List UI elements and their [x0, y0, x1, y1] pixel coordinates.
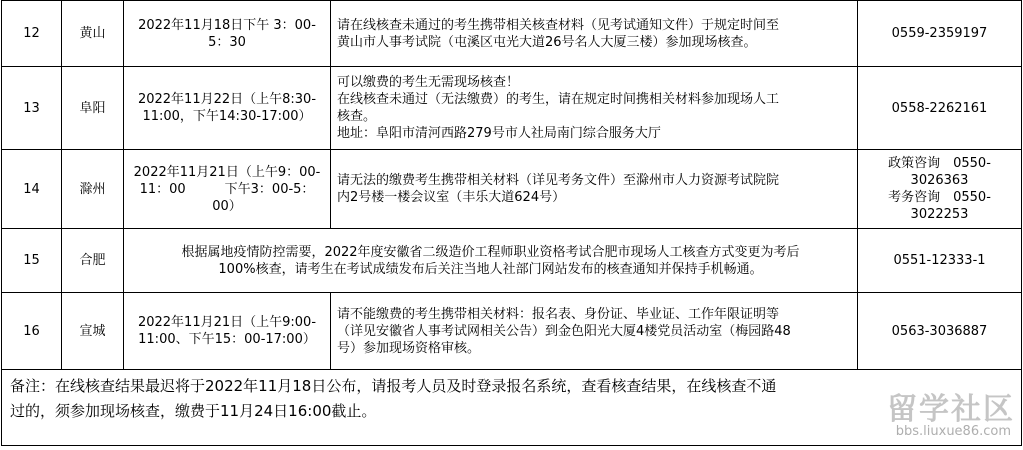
table-row — [2, 150, 1022, 229]
text-line: 0559-2359197 — [891, 26, 988, 41]
row-number: 12 — [2, 1, 62, 67]
text-line: 号）参加现场资格审核。 — [337, 340, 481, 356]
text-line: 黄山市人事考试院（屯溪区屯光大道26号名人大厦三楼）参加现场核查。 — [337, 34, 757, 50]
requirement-cell — [331, 1, 858, 67]
text-line: 11:00，下午14:30-17:00） — [142, 109, 312, 124]
text-line: 过的，须参加现场核查，缴费于11月24日16:00截止。 — [10, 402, 377, 420]
requirement-cell — [331, 150, 858, 229]
remark-cell — [2, 370, 1022, 446]
text-line: 0563-3036887 — [891, 323, 988, 339]
row-number: 13 — [2, 67, 62, 150]
city-name: 合肥 — [62, 229, 124, 293]
requirement-cell — [331, 67, 858, 150]
row-number: 15 — [2, 229, 62, 293]
watermark-text: 留学社区 — [887, 392, 1015, 427]
time-cell — [124, 1, 331, 67]
remark-row — [2, 370, 1022, 446]
row-number: 14 — [2, 150, 62, 229]
city-name: 黄山 — [62, 1, 124, 67]
text-line: 2022年11月21日（上午9：00- — [133, 164, 321, 180]
watermark-url: bbs.liuxue86.com — [895, 424, 1011, 439]
phone-cell — [858, 150, 1022, 229]
time-cell — [124, 67, 331, 150]
city-name: 宣城 — [62, 293, 124, 370]
text-line: 3022253 — [910, 207, 969, 222]
text-line: 政策咨询 0550- — [888, 156, 991, 171]
table-row — [2, 229, 1022, 293]
text-line: 可以缴费的考生无需现场核查！ — [337, 75, 520, 90]
text-line: 根据属地疫情防控需要，2022年度安徽省二级造价工程师职业资格考试合肥市现场人工核查方式变更为考后 — [181, 244, 800, 260]
text-line: 11：00 下午3：00-5： — [139, 181, 315, 197]
text-line: 请在线核查未通过的考生携带相关核查材料（见考试通知文件）于规定时间至 — [337, 17, 780, 33]
text-line: 请无法的缴费考生携带相关材料（详见考务文件）至滁州市人力资源考试院院 — [337, 173, 780, 188]
requirement-cell — [331, 293, 858, 370]
text-line: 100%核查，请考生在考试成绩发布后关注当地人社部门网站发布的核查通知并保持手机畅通。 — [218, 261, 763, 277]
text-line: 内2号楼一楼会议室（丰乐大道624号） — [337, 190, 566, 205]
text-line: 核查。 — [337, 109, 377, 124]
time-cell — [124, 150, 331, 229]
text-line: 11:00、下午15：00-17:00） — [138, 332, 316, 347]
text-line: （详见安徽省人事考试网相关公告）到金色阳光大厦4楼党员活动室（梅园路48 — [337, 323, 791, 339]
phone-cell — [858, 1, 1022, 67]
text-line: 0551-12333-1 — [893, 253, 986, 268]
time-cell — [124, 293, 331, 370]
city-name: 阜阳 — [62, 67, 124, 150]
phone-cell — [858, 293, 1022, 370]
text-line: 0558-2262161 — [891, 100, 988, 116]
text-line: 在线核查未通过（无法缴费）的考生，请在规定时间携相关材料参加现场人工 — [337, 92, 780, 107]
text-line: 2022年11月18日下午 3：00- — [138, 17, 316, 33]
verification-table — [1, 0, 1022, 446]
text-line: 00） — [212, 198, 242, 214]
text-line: 2022年11月22日（上午8:30- — [137, 92, 317, 107]
text-line: 5：30 — [208, 34, 246, 50]
phone-cell — [858, 67, 1022, 150]
table-row — [2, 1, 1022, 67]
text-line: 备注：在线核查结果最迟将于2022年11月18日公布，请报考人员及时登录报名系统，查看核查结果，在线核查不通 — [10, 377, 777, 395]
city-name: 滁州 — [62, 150, 124, 229]
text-line: 请不能缴费的考生携带相关材料：报名表、身份证、毕业证、工作年限证明等 — [337, 306, 780, 322]
phone-cell — [858, 229, 1022, 293]
text-line: 地址：阜阳市清河西路279号市人社局南门综合服务大厅 — [337, 126, 661, 141]
text-line: 2022年11月21日（上午9:00- — [137, 315, 317, 330]
text-line: 3026363 — [910, 173, 969, 188]
row-number: 16 — [2, 293, 62, 370]
table-row — [2, 67, 1022, 150]
notice-cell — [124, 229, 858, 293]
text-line: 考务咨询 0550- — [888, 190, 991, 205]
table-row — [2, 293, 1022, 370]
